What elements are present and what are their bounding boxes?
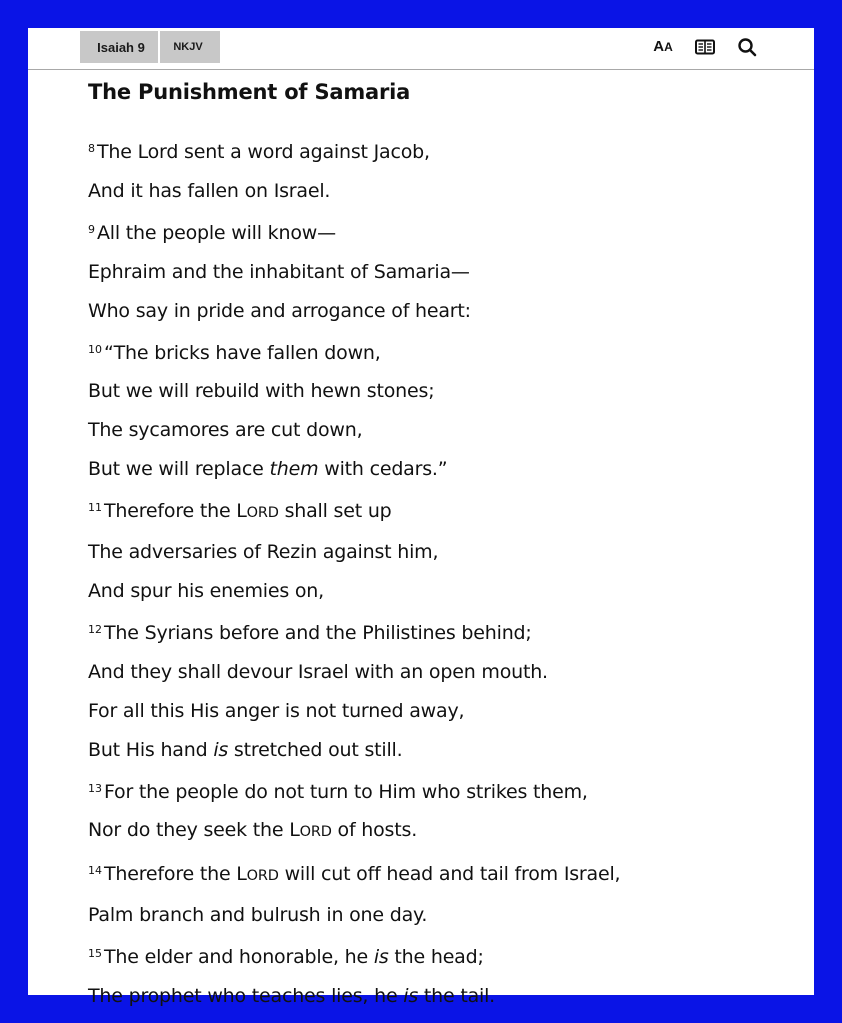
search-button[interactable] [736, 36, 758, 58]
verse-number: 14 [88, 864, 102, 878]
scripture-content [88, 76, 788, 1016]
search-icon [737, 37, 757, 57]
verse-line: $^9$ All the people will know— [88, 221, 336, 244]
verse-line: And they shall devour Israel with an open mouth. [88, 660, 548, 683]
verse-line: Nor do they seek the LORD of hosts. [88, 819, 418, 842]
verse-line: But we will replace them with cedars.” [88, 458, 448, 481]
reader-window [28, 28, 814, 1008]
book-chapter-button[interactable]: Isaiah 9 [80, 31, 158, 63]
top-toolbar [28, 28, 814, 70]
verse-list [88, 130, 788, 1016]
passage-selector [80, 31, 220, 63]
verse-line: The sycamores are cut down, [88, 419, 363, 442]
verse-line: $^{14}$ Therefore the LORD will cut off head and tail from Israel, [88, 863, 621, 886]
verse-line: $^{11}$ Therefore the LORD shall set up [88, 500, 392, 523]
verse-line: But we will rebuild with hewn stones; [88, 380, 435, 403]
verse-line: The adversaries of Rezin against him, [88, 541, 439, 564]
verse-line: $^{13}$ For the people do not turn to Him who strikes them, [88, 780, 588, 803]
verse-number: 13 [88, 781, 102, 795]
verse-number: 11 [88, 501, 102, 515]
verse-line: The prophet who teaches lies, he is the tail. [88, 985, 496, 1008]
verse-number: 15 [88, 947, 102, 961]
verse-line: Palm branch and bulrush in one day. [88, 904, 428, 927]
verse-number: 10 [88, 342, 102, 356]
verse-line: Ephraim and the inhabitant of Samaria— [88, 260, 470, 283]
text-size-icon: AA [653, 38, 673, 55]
reader-mode-icon [695, 39, 715, 55]
toolbar-actions [652, 36, 758, 58]
verse-line: $^{15}$ The elder and honorable, he is the head; [88, 946, 484, 969]
verse-number: 8 [88, 142, 95, 155]
verse-line: $^{12}$ The Syrians before and the Philistines behind; [88, 621, 532, 644]
verse-line: Who say in pride and arrogance of heart: [88, 299, 471, 322]
reader-mode-button[interactable] [694, 36, 716, 58]
verse-line: And it has fallen on Israel. [88, 179, 331, 202]
section-heading: The Punishment of Samaria [88, 80, 411, 104]
verse-line: $^8$ The Lord sent a word against Jacob, [88, 141, 430, 163]
verse-line: For all this His anger is not turned away, [88, 699, 465, 722]
version-button[interactable]: NKJV [160, 31, 220, 63]
verse-line: And spur his enemies on, [88, 579, 324, 602]
verse-line: But His hand is stretched out still. [88, 738, 403, 761]
verse-number: 12 [88, 622, 102, 636]
text-size-button[interactable] [652, 36, 674, 58]
verse-line: $^{10}$ “The bricks have fallen down, [88, 341, 381, 364]
verse-number: 9 [88, 222, 95, 236]
